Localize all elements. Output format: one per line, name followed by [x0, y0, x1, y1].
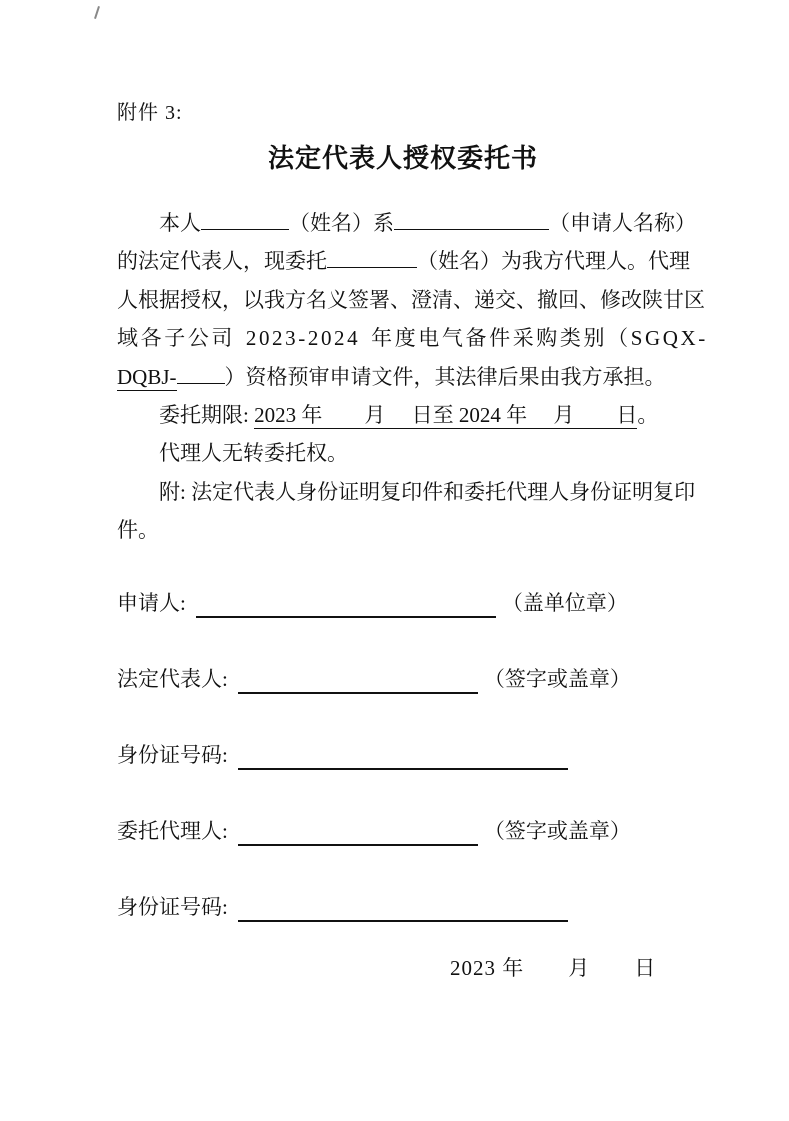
p1-l1-end: （申请人名称） [549, 211, 696, 235]
paragraph1-line5 [117, 358, 693, 396]
paragraph1-line3 [117, 281, 705, 319]
no-subdelegation-line [117, 434, 693, 472]
category-code-blank [177, 362, 225, 384]
attachment-note-line2 [117, 511, 693, 549]
p1-l2-pre: 的法定代表人，现委托 [117, 249, 327, 274]
agent-label: 委托代理人: [117, 819, 228, 843]
p1-l1-pre: 本人 [159, 211, 201, 235]
id-number-row-2 [117, 888, 693, 922]
p1-l1-mid: （姓名）系 [289, 211, 394, 235]
p1-l3: 人根据授权，以我方名义签署、澄清、递交、撤回、修改陕甘区 [117, 287, 705, 312]
legal-rep-signature-row [117, 660, 693, 694]
id-number-2-line [238, 896, 568, 922]
document-title: 法定代表人授权委托书 [267, 143, 538, 173]
applicant-signature-line [196, 592, 496, 618]
p4-l1: 附: 法定代表人身份证明复印件和委托代理人身份证明复印 [159, 479, 696, 504]
attachment-label: 附件 3: [117, 102, 183, 124]
p4-l2: 件。 [117, 518, 159, 543]
category-code-prefix: DQBJ- [117, 364, 177, 389]
p1-l2-end: （姓名）为我方代理人。代理 [417, 249, 690, 274]
applicant-label: 申请人: [117, 591, 186, 615]
document-date: 2023 年 月 日 [450, 956, 657, 980]
attachment-note-line1 [117, 473, 696, 511]
id-number-1-label: 身份证号码: [117, 743, 228, 767]
p1-l5-rest: ）资格预审申请文件，其法律后果由我方承担。 [224, 364, 666, 389]
period-label: 委托期限: [159, 402, 255, 427]
applicant-seal-note: （盖单位章） [501, 591, 628, 615]
applicant-name-blank [394, 208, 549, 230]
id-number-1-line [238, 744, 568, 770]
name-blank-1 [201, 208, 289, 230]
scan-artifact-mark [94, 6, 100, 19]
applicant-signature-row [117, 584, 693, 618]
entrustment-period-line [117, 396, 693, 434]
id-number-row-1 [117, 736, 693, 770]
agent-signature-line [238, 820, 478, 846]
paragraph1-line2 [117, 242, 693, 280]
agent-seal-note: （签字或盖章） [483, 819, 631, 843]
body-text [117, 204, 708, 550]
p3-text: 代理人无转委托权。 [159, 441, 348, 466]
paragraph1-line4 [117, 319, 708, 357]
p1-l4: 域各子公司 2023-2024 年度电气备件采购类别（SGQX- [117, 326, 708, 351]
legal-rep-signature-line [238, 668, 478, 694]
paragraph1-line1 [117, 204, 696, 242]
id-number-2-label: 身份证号码: [117, 895, 228, 919]
legal-rep-label: 法定代表人: [117, 667, 228, 691]
period-dates-underlined: 2023 年 月 日至 2024 年 月 日 [254, 402, 638, 427]
period-end: 。 [637, 402, 659, 427]
agent-signature-row [117, 812, 693, 846]
legal-rep-seal-note: （签字或盖章） [483, 667, 631, 691]
agent-name-blank [327, 246, 417, 268]
